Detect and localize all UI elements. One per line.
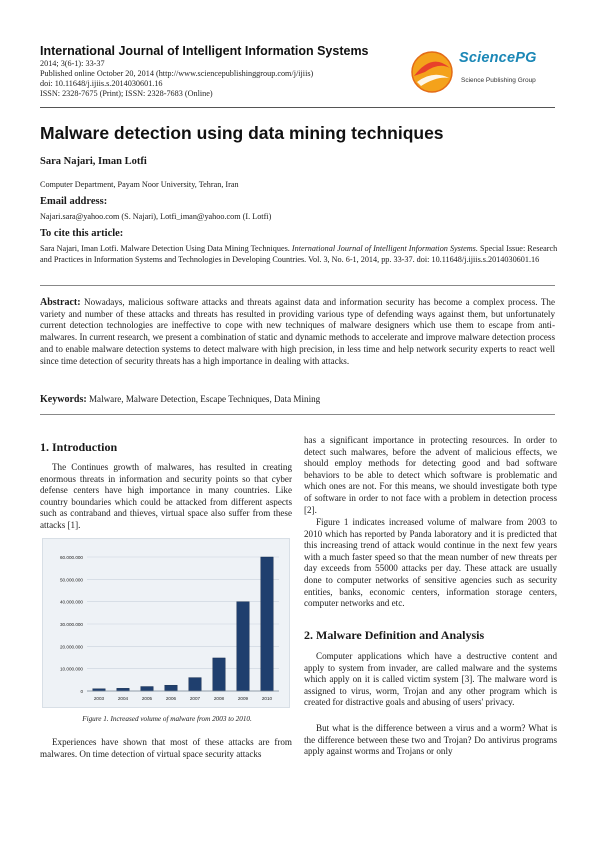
x-tick-label: 2009 bbox=[237, 696, 249, 701]
section-title-introduction: 1. Introduction bbox=[40, 440, 118, 454]
bar-2006 bbox=[165, 685, 177, 691]
citation-journal: International Journal of Intelligent Information Systems. bbox=[291, 244, 478, 253]
cite-heading: To cite this article: bbox=[40, 228, 124, 239]
keywords bbox=[40, 394, 320, 405]
paper-title: Malware detection using data mining techniques bbox=[40, 123, 444, 143]
sec2-paragraph-1: Computer applications which have a destructive content and apply to system from invader, are called malware and the systems which apply on it is called victim system [3]. The malware word is assigned to virus, worm, Trojan and any other program which is created for distractive goals and abusing of users' privacy. bbox=[304, 651, 557, 708]
bar-2009 bbox=[237, 602, 249, 691]
intro-paragraph-1: The Continues growth of malwares, has resulted in creating enormous threats in information and security points so that cyber defense centers have high importance in many countries. Like country boundaries which could be attacked from different aspects such as contraband and thieves, virtual space also suffer from these attacks [1]. bbox=[40, 462, 292, 530]
x-tick-label: 2006 bbox=[165, 696, 177, 701]
logo-subtitle: Science Publishing Group bbox=[461, 77, 536, 84]
x-tick-label: 2003 bbox=[93, 696, 105, 701]
sec2-paragraph-2: But what is the difference between a virus and a worm? What is the difference between these two and Trojan? Do antivirus programs apply against worms and Trojans or only bbox=[304, 723, 557, 757]
citation-part-2: Special Issue: Research and Practices in Information Systems and Technologies in Developing Countries. Vol. 3, No. 6-1, 2014, pp. 33-37. doi: 10.11648/j.ijiis.s.2014030601.16 bbox=[40, 244, 558, 264]
journal-meta bbox=[40, 59, 313, 99]
malware-bar-chart bbox=[43, 539, 291, 709]
bar-2005 bbox=[141, 687, 153, 691]
y-tick-label: 60.000.000 bbox=[60, 555, 83, 560]
bar-2008 bbox=[213, 658, 225, 691]
abstract bbox=[40, 297, 555, 367]
citation-part-1: Sara Najari, Iman Lotfi. Malware Detection Using Data Mining Techniques. bbox=[40, 244, 290, 253]
abstract-rule-bottom bbox=[40, 414, 555, 415]
x-tick-label: 2007 bbox=[189, 696, 201, 701]
email-heading: Email address: bbox=[40, 196, 108, 207]
figure-caption-label: Figure 1. bbox=[82, 715, 109, 723]
abstract-rule-top bbox=[40, 285, 555, 286]
x-tick-label: 2004 bbox=[117, 696, 129, 701]
meta-published: Published online October 20, 2014 (http://www.sciencepublishinggroup.com/j/ijiis) bbox=[40, 69, 314, 78]
y-tick-label: 50.000.000 bbox=[60, 577, 83, 583]
right-paragraph-1: has a significant importance in protecting resources. In order to detect such malwares, before the advent of malicious effects, we should employ methods for detecting good and bad software behaviors to be able to detect which software is problematic and which ones are not. For this means, we should investigate both type of software in order to not face with a problem in detection process [2]. bbox=[304, 435, 557, 515]
meta-issn: ISSN: 2328-7675 (Print); ISSN: 2328-7683 (Online) bbox=[40, 89, 213, 98]
y-tick-label: 30.000.000 bbox=[60, 622, 83, 627]
figure-malware-chart bbox=[42, 538, 290, 708]
intro-paragraph-2: Experiences have shown that most of these attacks are from malwares. On time detection of virtual space security attacks bbox=[40, 737, 292, 759]
meta-doi: doi: 10.11648/j.ijiis.s.2014030601.16 bbox=[40, 79, 163, 88]
bar-2004 bbox=[117, 688, 129, 691]
y-tick-label: 40.000.000 bbox=[60, 599, 83, 605]
keywords-label: Keywords: bbox=[40, 394, 87, 405]
citation-text bbox=[40, 243, 558, 265]
authors: Sara Najari, Iman Lotfi bbox=[40, 156, 147, 167]
bar-2007 bbox=[189, 678, 201, 691]
affiliation: Computer Department, Payam Noor University, Tehran, Iran bbox=[40, 180, 239, 189]
right-paragraph-2: Figure 1 indicates increased volume of malware from 2003 to 2010 which has reported by Panda laboratory and it is predicted that this increasing trend of attack would continue in the next few years with a much faster speed so that the mean number of new threats per day exceeds from 55000 attacks per day. These attack are usually done to computer networks of sensitive agencies such as security entities, banks, economic centers, information storage centers, computer networks and etc. bbox=[304, 517, 557, 609]
journal-title: International Journal of Intelligent Information Systems bbox=[40, 44, 369, 58]
figure-caption bbox=[42, 715, 292, 723]
figure-caption-text: Increased volume of malware from 2003 to 2010. bbox=[110, 715, 252, 723]
meta-issue: 2014; 3(6-1): 33-37 bbox=[40, 59, 105, 68]
email-addresses: Najari.sara@yahoo.com (S. Najari), Lotfi_iman@yahoo.com (I. Lotfi) bbox=[40, 212, 272, 221]
y-tick-label: 0 bbox=[80, 689, 83, 694]
publisher-logo bbox=[409, 50, 559, 94]
section-title-malware-definition: 2. Malware Definition and Analysis bbox=[304, 628, 485, 642]
x-tick-label: 2010 bbox=[261, 696, 273, 701]
logo-text: SciencePG bbox=[459, 50, 537, 66]
keywords-text: Malware, Malware Detection, Escape Techniques, Data Mining bbox=[88, 394, 321, 404]
header-divider bbox=[40, 107, 555, 108]
x-tick-label: 2008 bbox=[213, 696, 225, 701]
y-tick-label: 10.000.000 bbox=[60, 666, 83, 672]
logo-mark-icon bbox=[409, 50, 455, 94]
y-tick-label: 20.000.000 bbox=[60, 644, 83, 650]
abstract-text: Nowadays, malicious software attacks and threats against data and information security has become a complex process. The variety and number of these attacks and threats has resulted in providing various type of defending ways against them, but unfortunately current detection technologies are ineffective to cope with new techniques of malware designers which use them to escape from anti-malwares. In current research, we present a combination of static and dynamic methods to accelerate and improve malware detection process and to enable malware detection systems to detect malware with high precision, in less time and help network security experts to react well since time detection of security threats has a high importance in dealing with attacks. bbox=[40, 297, 555, 366]
bar-2010 bbox=[261, 557, 273, 691]
x-tick-label: 2005 bbox=[141, 696, 153, 701]
abstract-label: Abstract: bbox=[40, 297, 81, 308]
